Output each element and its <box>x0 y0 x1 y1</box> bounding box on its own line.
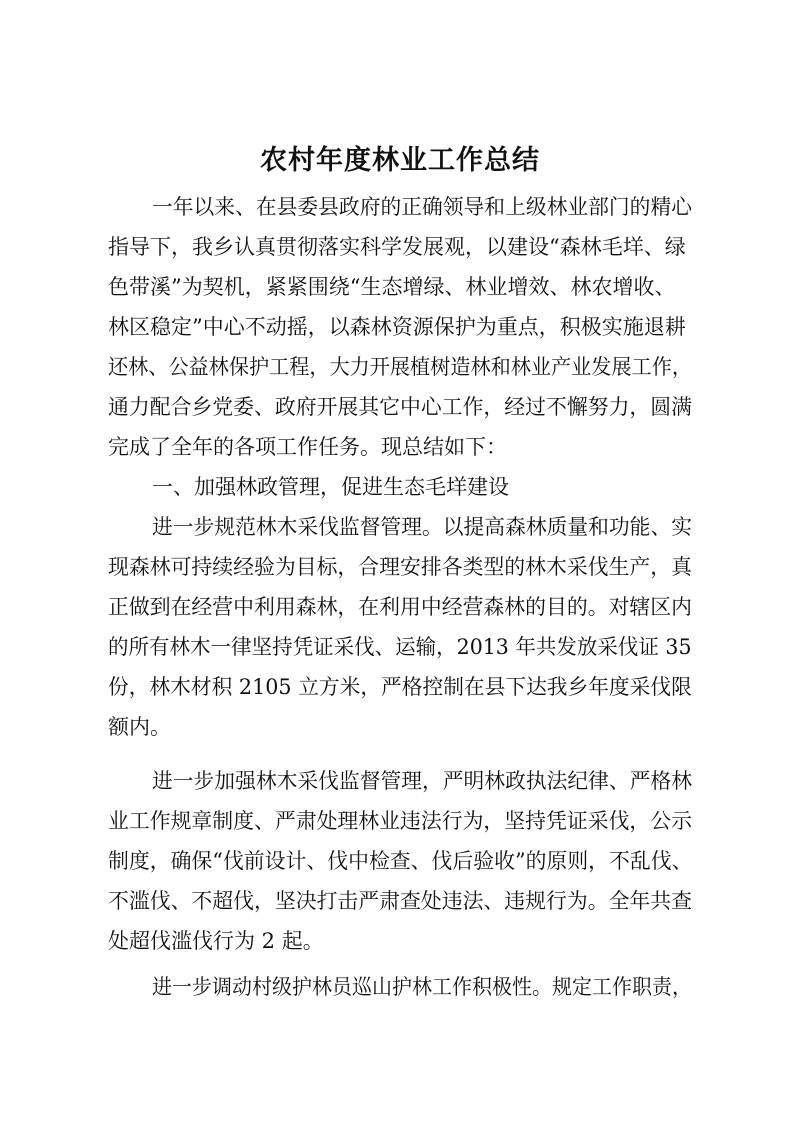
paragraph-line: 进一步规范林木采伐监督管理。以提高森林质量和功能、实 <box>152 515 692 539</box>
paragraph-line: 完成了全年的各项工作任务。现总结如下： <box>108 435 507 459</box>
paragraph-line: 正做到在经营中利用森林，在利用中经营森林的目的。对辖区内 <box>108 595 693 619</box>
paragraph-line: 通力配合乡党委、政府开展其它中心工作，经过不懈努力，圆满 <box>108 395 693 419</box>
paragraph-line: 进一步调动村级护林员巡山护林工作积极性。规定工作职责， <box>152 975 693 999</box>
paragraph-line: 林区稳定”中心不动摇，以森林资源保护为重点，积极实施退耕 <box>108 315 686 339</box>
paragraph-line: 处超伐滥伐行为 2 起。 <box>108 929 324 953</box>
paragraph-line: 指导下，我乡认真贯彻落实科学发展观，以建设“森林毛垟、绿 <box>108 235 686 259</box>
paragraph-line: 进一步加强林木采伐监督管理，严明林政执法纪律、严格林 <box>152 769 692 793</box>
paragraph-line: 份，林木材积 2105 立方米，严格控制在县下达我乡年度采伐限 <box>108 675 692 699</box>
document-title: 农村年度林业工作总结 <box>260 145 540 176</box>
paragraph-line: 额内。 <box>108 715 171 739</box>
paragraph-line: 现森林可持续经验为目标，合理安排各类型的林木采伐生产，真 <box>108 555 693 579</box>
paragraph-line: 不滥伐、不超伐，坚决打击严肃查处违法、违规行为。全年共查 <box>108 889 693 913</box>
paragraph-line: 还林、公益林保护工程，大力开展植树造林和林业产业发展工作， <box>108 355 692 379</box>
paragraph-line: 一年以来、在县委县政府的正确领导和上级林业部门的精心 <box>152 195 692 219</box>
paragraph-line: 的所有林木一律坚持凭证采伐、运输，2013 年共发放采伐证 35 <box>108 635 692 659</box>
paragraph-line: 色带溪”为契机，紧紧围绕“生态增绿、林业增效、林农增收、 <box>108 275 676 299</box>
paragraph-line: 制度，确保“伐前设计、伐中检查、伐后验收”的原则，不乱伐、 <box>108 849 693 873</box>
section-heading: 一、加强林政管理，促进生态毛垟建设 <box>152 475 509 499</box>
paragraph-line: 业工作规章制度、严肃处理林业违法行为，坚持凭证采伐，公示 <box>108 809 693 833</box>
